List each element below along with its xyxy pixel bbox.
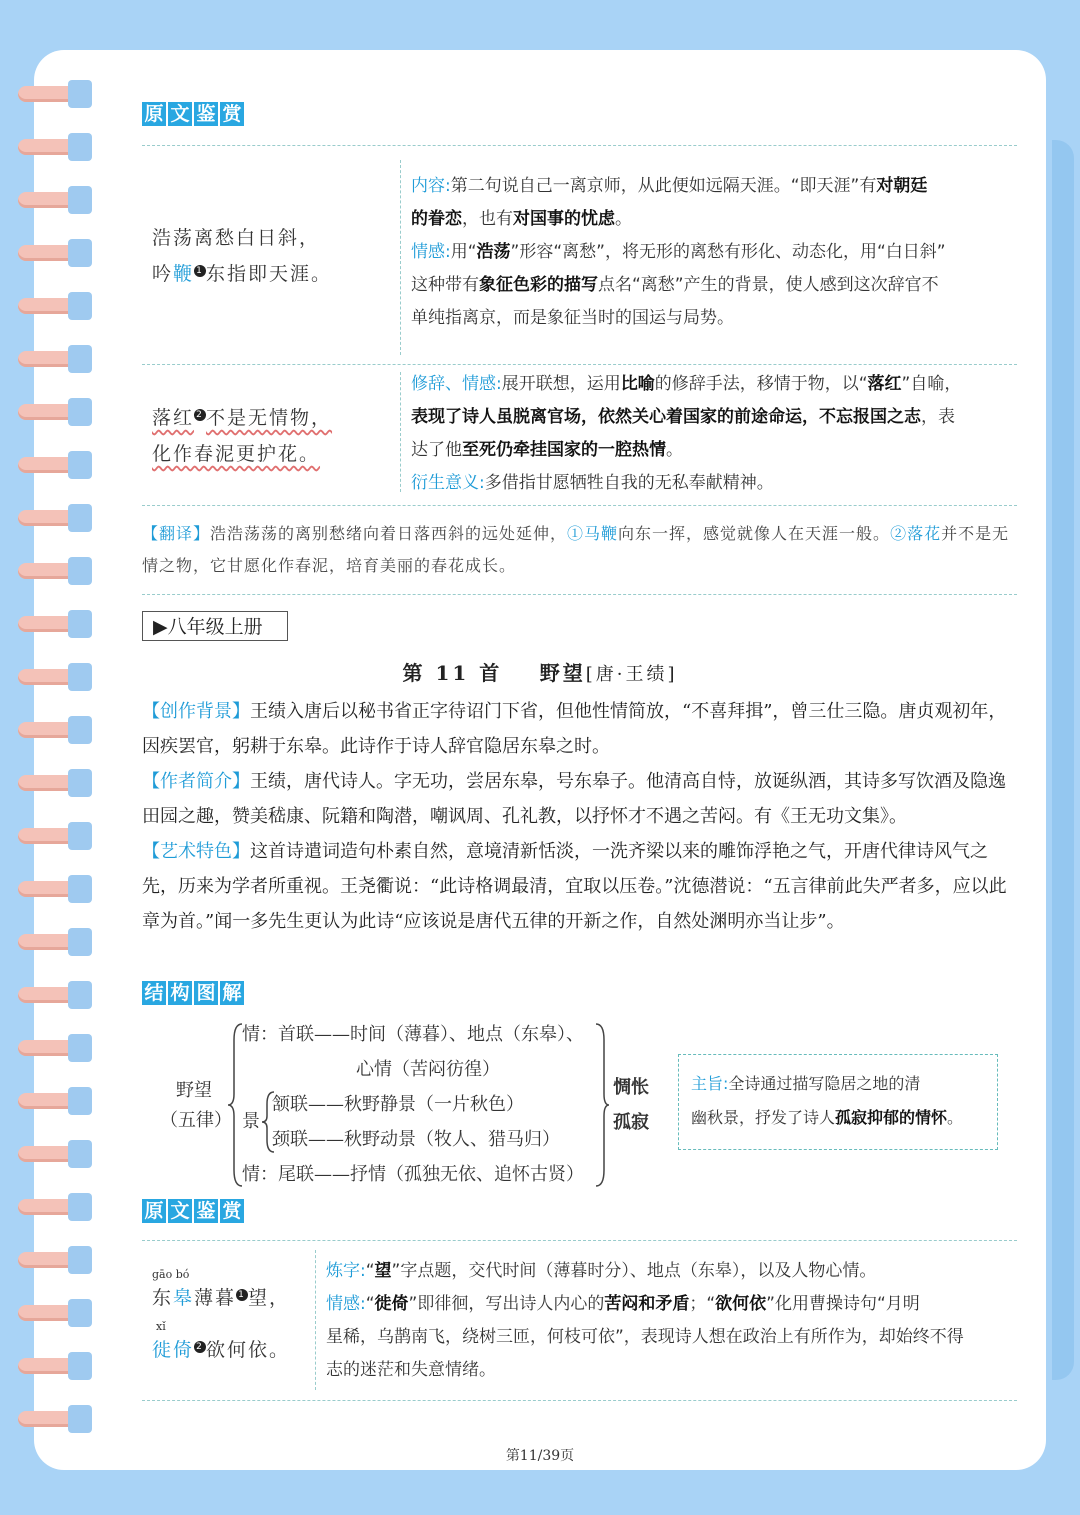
spiral-ring — [18, 610, 92, 638]
label-char: 鉴 — [194, 1199, 218, 1223]
spiral-ring — [18, 1299, 92, 1327]
structure-row-1: 情：首联——时间（薄暮）、地点（东皋）、 — [242, 1024, 584, 1045]
brace-right — [596, 1020, 610, 1190]
label-char: 解 — [220, 981, 244, 1005]
annotation-emotion: 情感:用“浩荡”形容“离愁”，将无形的离愁有形化、动态化，用“白日斜” — [411, 242, 946, 262]
divider — [142, 1400, 1017, 1401]
divider — [142, 1240, 1017, 1241]
spiral-ring — [18, 981, 92, 1009]
spiral-ring — [18, 345, 92, 373]
spiral-ring — [18, 1034, 92, 1062]
divider — [142, 145, 1017, 146]
section-label-appreciation-2 — [142, 1199, 244, 1223]
structure-root-sub: （五律） — [160, 1110, 232, 1131]
annotation-block-2: 修辞、情感:展开联想，运用比喻的修辞手法，移情于物，以“落红”自喻， 表现了诗人虽脱离官场，依然关心着国家的前途命运，不忘报国之志，表 达了他至死仍牵挂国家的一腔热情。 衍生意义:多借指甘愿牺牲自我的无私奉献精神。 — [411, 374, 962, 493]
poem-line: 浩荡离愁白日斜， — [152, 227, 321, 249]
pinyin-1: gāo bó — [152, 1268, 190, 1281]
poem-line: 吟鞭 1 东指即天涯。 — [152, 263, 333, 285]
note-marker: 1 — [194, 265, 206, 277]
spiral-ring — [18, 80, 92, 108]
label-char: 图 — [194, 981, 218, 1005]
label-char: 赏 — [220, 1199, 244, 1223]
mood-2: 孤寂 — [613, 1112, 649, 1133]
translation: 【翻译】浩浩荡荡的离别愁绪向着日落西斜的远处延伸，①马鞭向东一挥，感觉就像人在天涯一般。②落花并不是无情之物，它甘愿化作春泥，培育美丽的春花成长。 — [142, 524, 1010, 575]
label-char: 鉴 — [194, 102, 218, 126]
spiral-ring — [18, 133, 92, 161]
spiral-ring — [18, 928, 92, 956]
section-label-structure — [142, 981, 244, 1005]
spiral-ring — [18, 875, 92, 903]
poem-line: 化作春泥更护花。 — [152, 443, 321, 465]
label-char: 构 — [168, 981, 192, 1005]
structure-root: 野望 — [176, 1080, 212, 1101]
spiral-ring — [18, 1087, 92, 1115]
column-divider — [315, 1250, 316, 1390]
spiral-ring — [18, 1352, 92, 1380]
note-marker: 2 — [194, 409, 206, 421]
poem-line: 东皋薄暮 1 望， — [152, 1287, 291, 1309]
structure-row-4: 情：尾联——抒情（孤独无依、追怀古贤） — [242, 1164, 584, 1185]
spiral-ring — [18, 557, 92, 585]
art-features: 【艺术特色】这首诗遣词造句朴素自然，意境清新恬淡，一洗齐梁以来的雕饰浮艳之气，开唐代律诗风气之先，历来为学者所重视。王尧衢说：“此诗格调最清，宜取以压卷。”沈德潜说：“五言律前此失严者多，应以此章为首。”闻一多先生更认为此诗“应该说是唐代五律的开新之作，自然处渊明亦当让步”。 — [142, 841, 1007, 932]
page-number: 第11/39页 — [505, 1448, 575, 1464]
spiral-ring — [18, 398, 92, 426]
creation-background: 【创作背景】王绩入唐后以秘书省正字待诏门下省，但他性情简放，“不喜拜揖”，曾三仕三隐。唐贞观初年，因疾罢官，躬耕于东皋。此诗作于诗人辞官隐居东皋之时。 — [142, 701, 1007, 757]
spiral-ring — [18, 1193, 92, 1221]
spiral-ring — [18, 1246, 92, 1274]
note-marker: 2 — [194, 1341, 206, 1353]
spiral-ring — [18, 451, 92, 479]
spiral-ring — [18, 822, 92, 850]
column-divider — [400, 372, 401, 492]
divider — [142, 594, 1017, 595]
spiral-ring — [18, 1405, 92, 1433]
poem-couplet-1 — [152, 220, 332, 292]
structure-scene: 景 — [242, 1111, 260, 1132]
spiral-ring — [18, 769, 92, 797]
grade-label: ▶八年级上册 — [142, 611, 288, 641]
poem-line: 落红 2 不是无情物， — [152, 407, 333, 429]
label-char: 原 — [142, 1199, 166, 1223]
mood-1: 惆怅 — [613, 1077, 649, 1098]
pinyin-2: xǐ — [156, 1320, 166, 1333]
spiral-ring — [18, 292, 92, 320]
spiral-ring — [18, 239, 92, 267]
poem-title: 第 11 首 野望[唐·王绩] — [402, 661, 678, 685]
spiral-ring — [18, 186, 92, 214]
annotation-block-3: 炼字:“望”字点题，交代时间（薄暮时分）、地点（东皋），以及人物心情。 情感:“徙倚”即徘徊，写出诗人内心的苦闷和矛盾；“欲何依”化用曹操诗句“月明 星稀，乌鹊南飞，绕树三匝，何枝可依”，表现诗人想在政治上有所作为，却始终不得 志的迷茫和失意情绪。 — [326, 1261, 964, 1380]
keyword: 鞭 — [173, 263, 195, 285]
right-tab-strip — [1052, 140, 1074, 1380]
label-char: 文 — [168, 1199, 192, 1223]
note-marker: 1 — [236, 1289, 248, 1301]
label-char: 文 — [168, 102, 192, 126]
spiral-ring — [18, 1140, 92, 1168]
divider — [142, 505, 1017, 506]
column-divider — [400, 160, 401, 355]
label-char: 结 — [142, 981, 166, 1005]
structure-row-1b: 心情（苦闷彷徨） — [356, 1059, 500, 1080]
label-char: 赏 — [220, 102, 244, 126]
theme-box: 主旨:全诗通过描写隐居之地的清 幽秋景，抒发了诗人孤寂抑郁的情怀。 — [678, 1054, 998, 1150]
author-intro: 【作者简介】王绩，唐代诗人。字无功，尝居东皋，号东皋子。他清高自恃，放诞纵酒，其诗多写饮酒及隐逸田园之趣，赞美嵇康、阮籍和陶潜，嘲讽周、孔礼教，以抒怀才不遇之苦闷。有《王无功文集》。 — [142, 771, 1006, 827]
structure-row-3: 颈联——秋野动景（牧人、猎马归） — [272, 1129, 560, 1150]
structure-row-2: 颔联——秋野静景（一片秋色） — [272, 1094, 524, 1115]
annotation-content: 内容:第二句说自己一离京师，从此便如远隔天涯。“即天涯”有对朝廷 — [411, 176, 928, 196]
section-label-appreciation — [142, 102, 244, 126]
poem-line: 徙倚 2 欲何依。 — [152, 1339, 291, 1361]
label-char: 原 — [142, 102, 166, 126]
spiral-ring — [18, 716, 92, 744]
annotation-block-1: 内容:第二句说自己一离京师，从此便如远隔天涯。“即天涯”有对朝廷 的眷恋，也有对国事的忧虑。 情感:用“浩荡”形容“离愁”，将无形的离愁有形化、动态化，用“白日斜” 这种带有象征色彩的描写点名“离愁”产生的背景，使人感到这次辞官不 单纯指离京，而是象征当时的国运与局势。 — [411, 170, 1011, 335]
divider — [142, 364, 1017, 365]
poem-couplet-2 — [152, 400, 332, 472]
spiral-ring — [18, 504, 92, 532]
